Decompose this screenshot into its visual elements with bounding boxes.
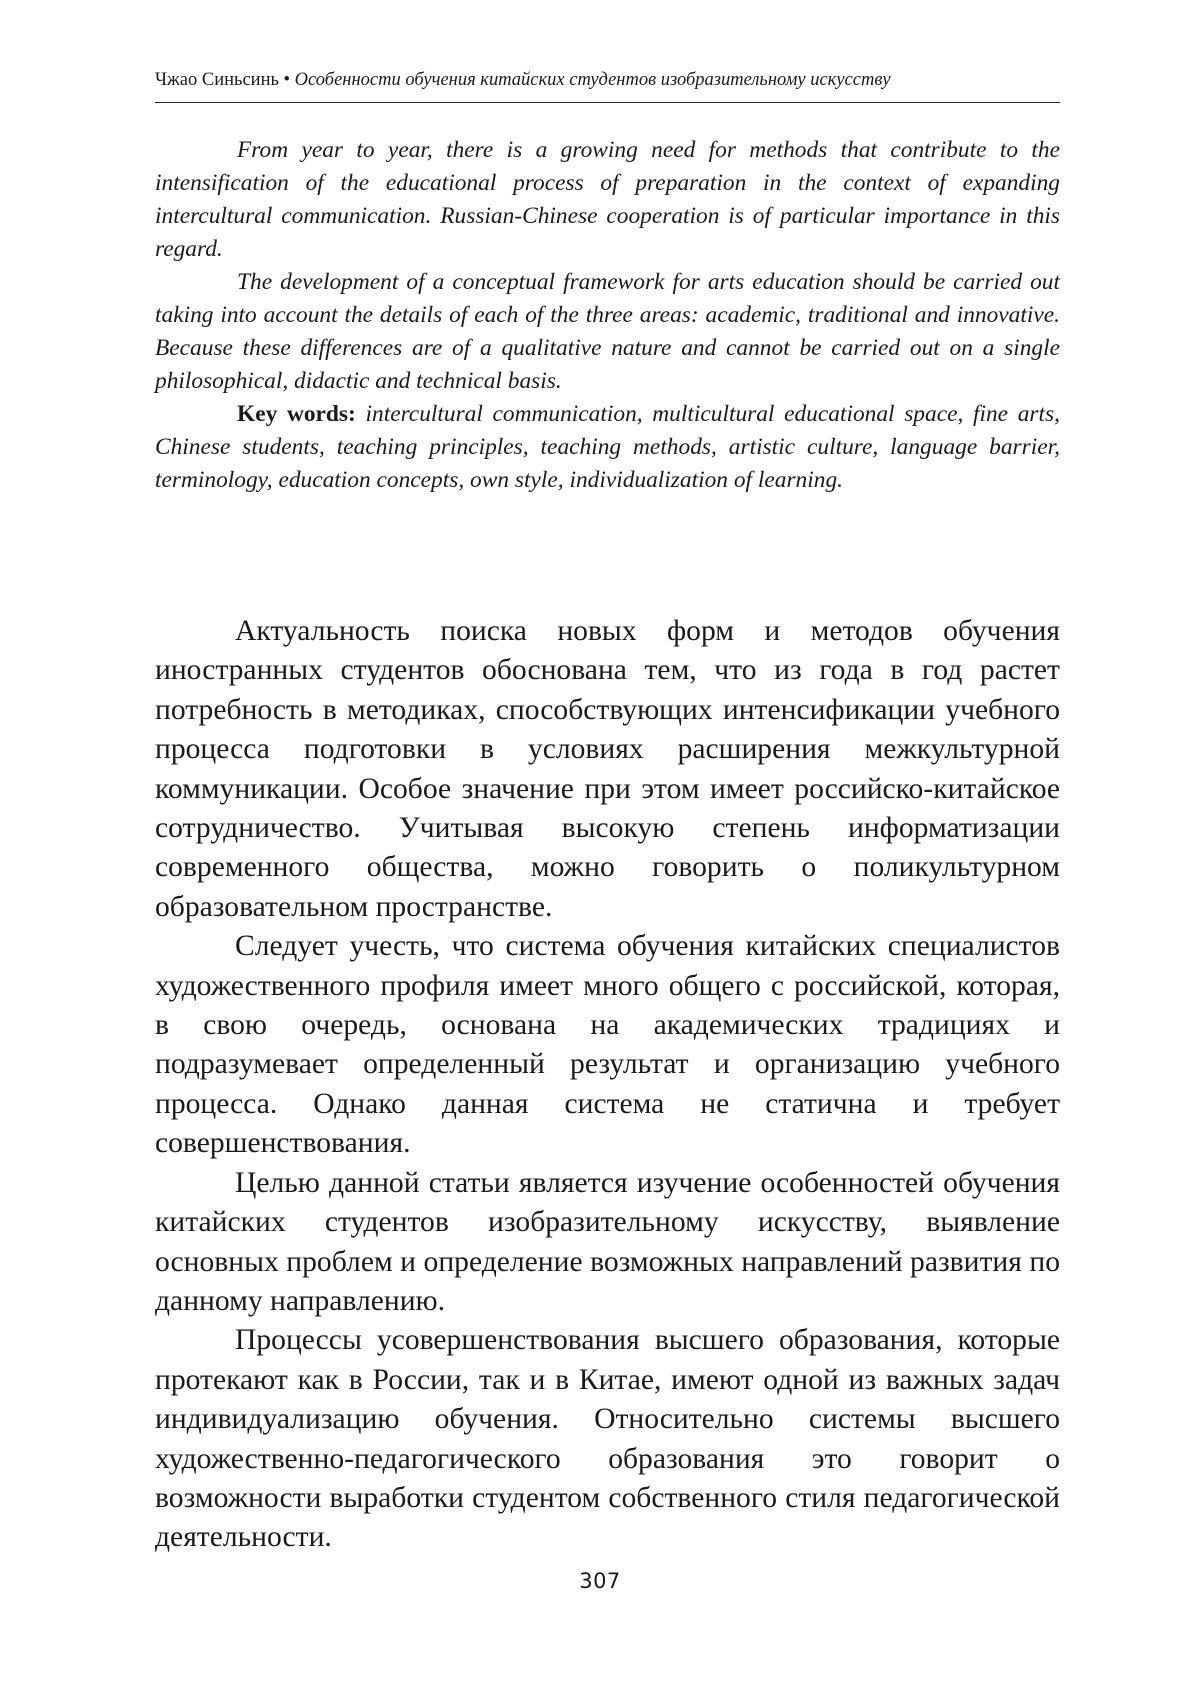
body-paragraph-4: Процессы усовершенствования высшего образования, ко­торые протекают как в России, так и в Китае, имеют одной из важных задач индивидуализацию обучения. Относительно си­стемы высшего художественно-педагогического образования это говорит о возможности выработки студентом собственного стиля педагогической деятельности. [155,1321,1060,1557]
body-paragraph-3: Целью данной статьи является изучение особенностей об­учения китайских студентов изобразительному искусству, выяв­ление основных проблем и определение возможных направле­ний развития по данному направлению. [155,1164,1060,1322]
header-divider [155,102,1060,103]
body-paragraph-2: Следует учесть, что система обучения китайских специ­алистов художественного профиля имеет много общего с рос­сийской, которая, в свою очередь, основана на академических традициях и подразумевает определенный результат и органи­зацию учебного процесса. Однако данная система не статична и требует совершенствования. [155,927,1060,1163]
article-body [155,612,1060,1558]
english-abstract [155,134,1060,497]
abstract-paragraph-2: The development of a conceptual framework for arts education should be carried out taking into account the details of each of the three areas: academic, traditional and innovative. Because these differences are of a qualitative nature and cannot be carried out on a single philosophical, didactic and technical basis. [155,266,1060,398]
header-bullet: • [284,70,290,90]
abstract-paragraph-1: From year to year, there is a growing need for methods that contribute to the intensification of the educational process of preparation in the context of expanding intercultural communication. Russian-Chinese cooperation is of particular impor­tance in this regard. [155,134,1060,266]
keywords-paragraph [155,398,1060,497]
header-article-title: Особенности обучения китайских студентов изобразительному искусству [295,70,891,90]
page-number: 307 [0,1569,1200,1593]
body-paragraph-1: Актуальность поиска новых форм и методов обучения иностранных студентов обоснована тем, что из года в год рас­тет потребность в методиках, способствующих интенсификации учебного процесса подготовки в условиях расширения межкуль­турной коммуникации. Особое значение при этом имеет рос­сийско-китайское сотрудничество. Учитывая высокую степень информатизации современного общества, можно говорить о по­ликультурном образовательном пространстве. [155,612,1060,927]
keywords-text: intercultural communication, multicultural educational space, fine arts, Chinese students, teaching principles, teaching methods, artistic culture, language barrier, terminology, education concepts, own style, individualization of learning. [155,401,1060,493]
journal-page [0,0,1200,1703]
header-author: Чжао Синьсинь [155,70,279,90]
running-header [155,69,1060,91]
keywords-label: Key words: [237,401,356,427]
